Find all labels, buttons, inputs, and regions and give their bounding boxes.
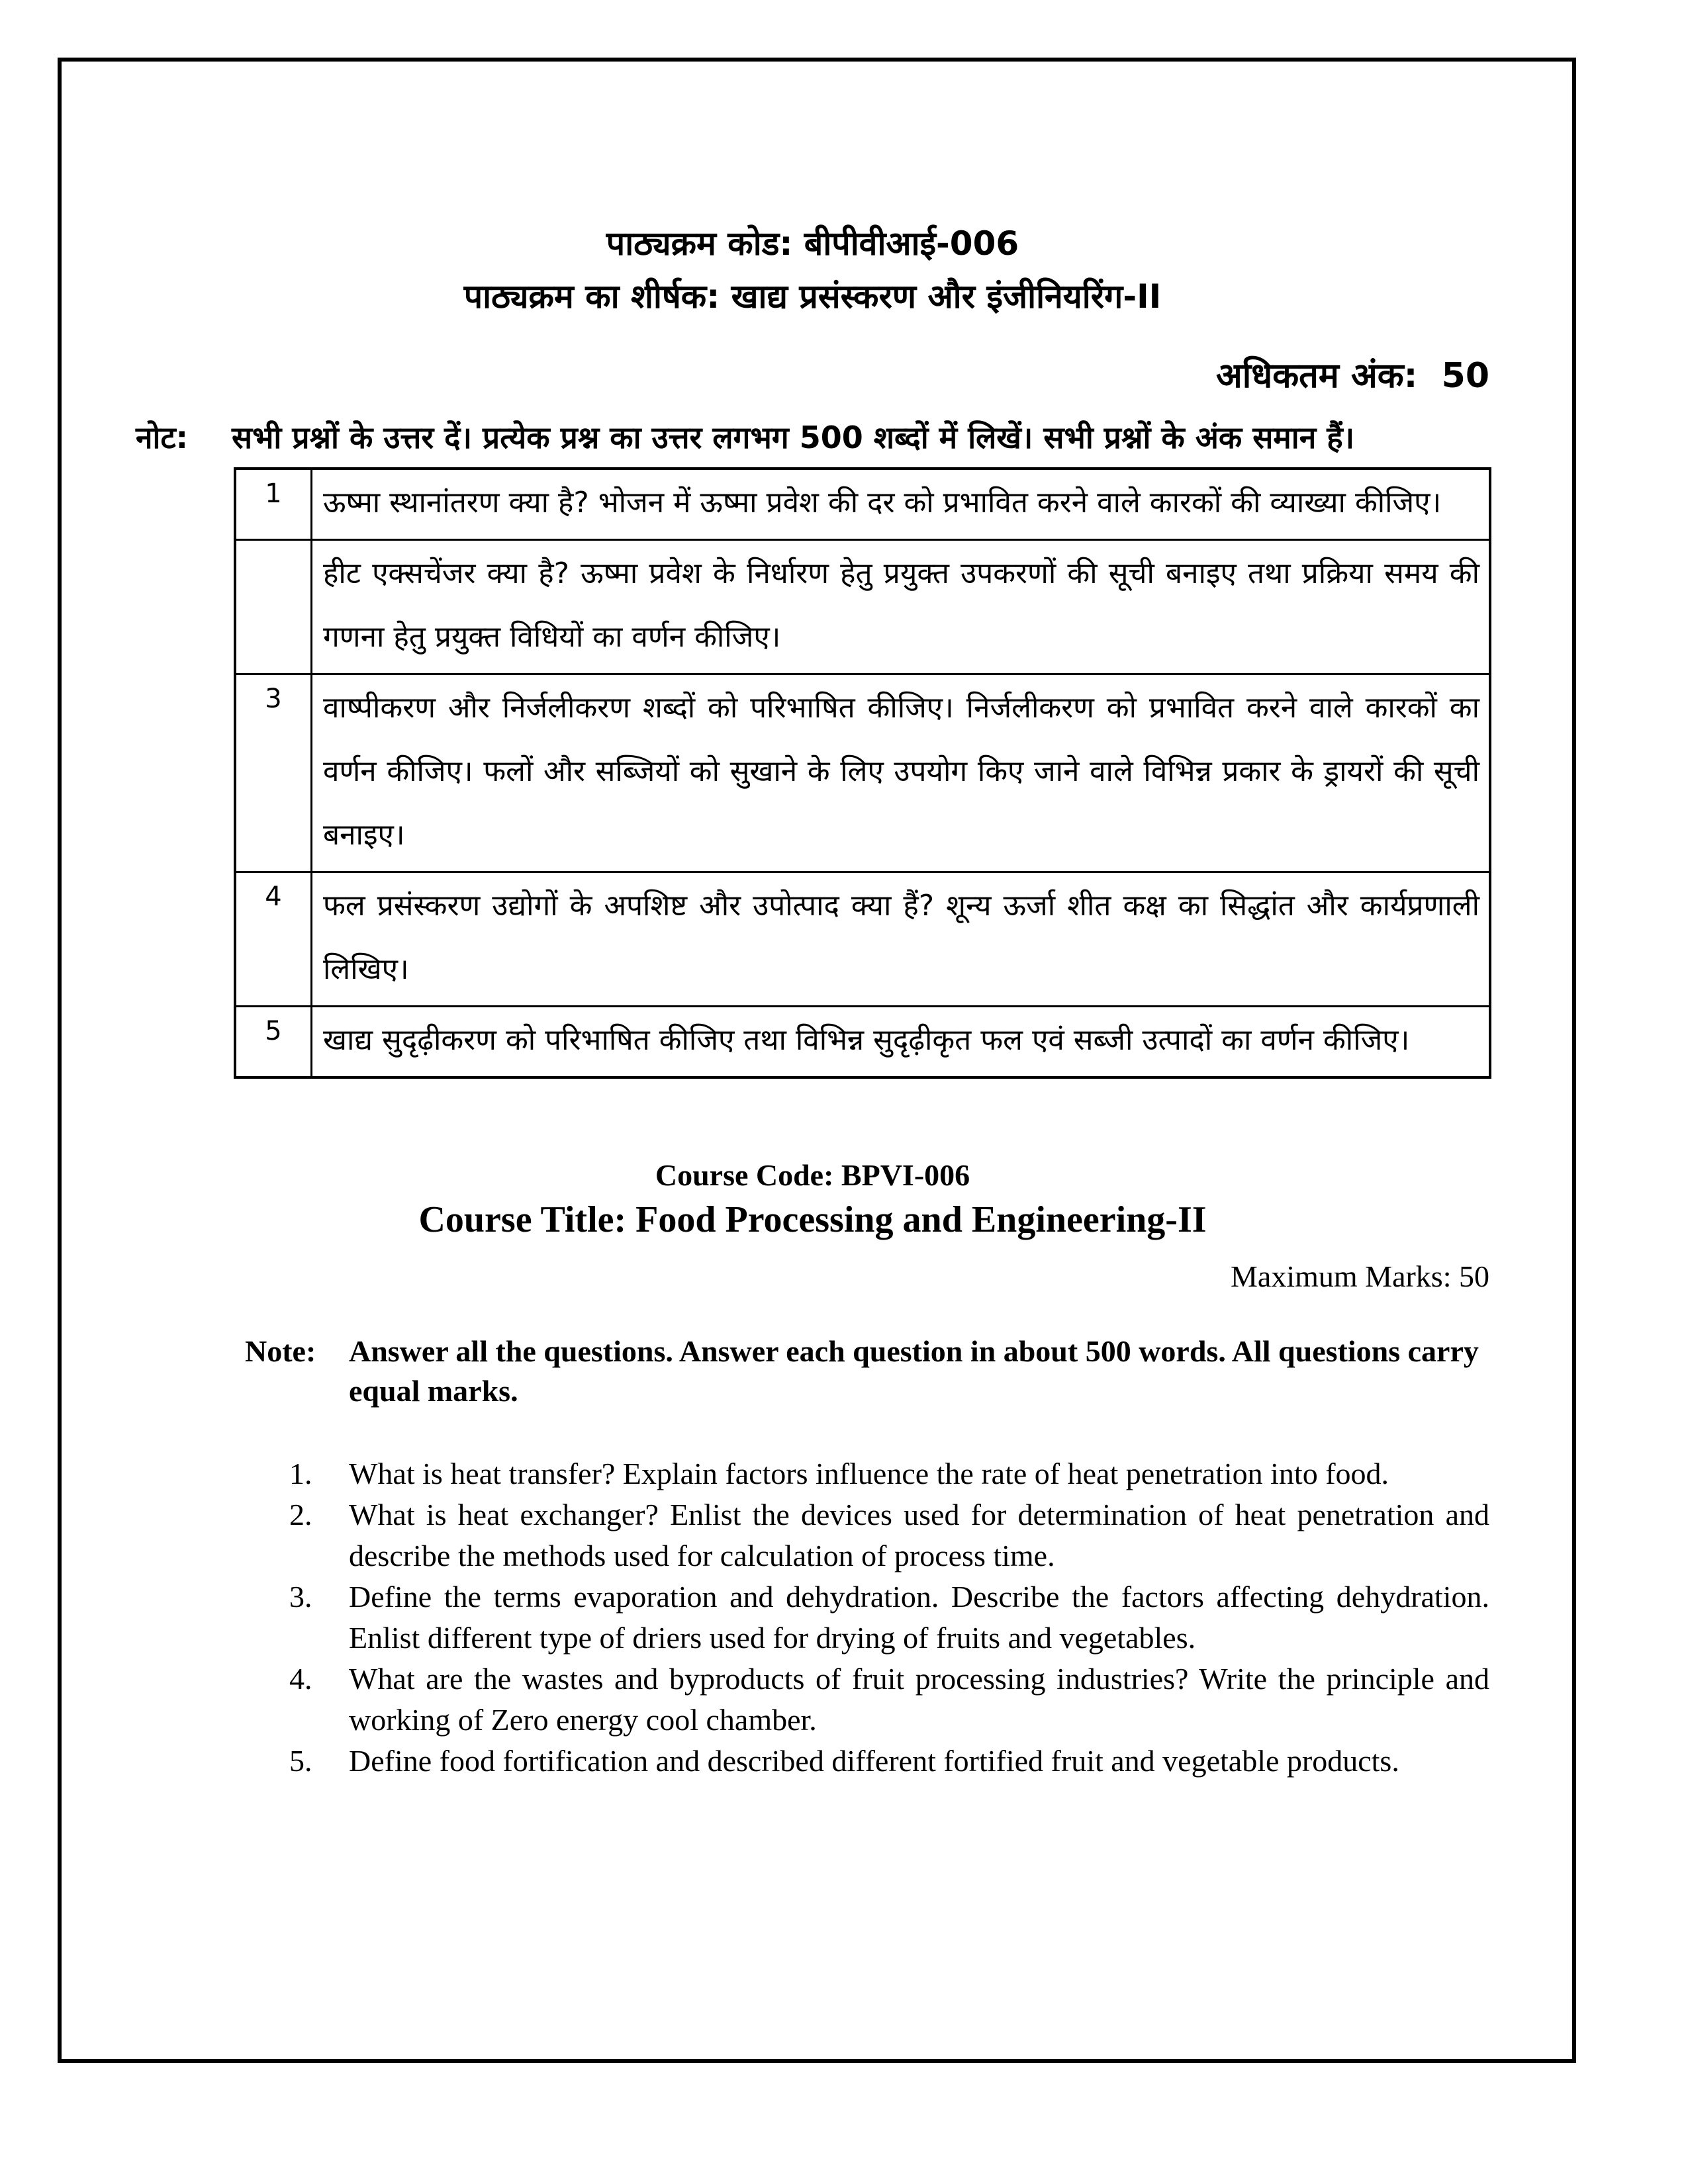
question-number: 3. [289,1580,312,1614]
list-item [289,1494,1489,1576]
hindi-max-marks: अधिकतम अंक: 50 [1216,356,1489,396]
question-number: 4. [289,1662,312,1696]
table-row [235,469,1490,540]
list-item [289,1453,1489,1494]
question-text: हीट एक्सचेंजर क्या है? ऊष्मा प्रवेश के निर्धारण हेतु प्रयुक्त उपकरणों की सूची बनाइए तथा प्रक्रिया समय की गणना हेतु प्रयुक्त विधियों का वर्णन कीजिए। [312,540,1491,674]
question-number: 1. [289,1457,312,1490]
question-text: Define food fortification and described different fortified fruit and vegetable products. [349,1744,1399,1778]
question-number: 5 [235,1007,312,1078]
question-number: 3 [235,674,312,872]
table-row [235,674,1490,872]
question-number: 1 [235,469,312,540]
question-text: What are the wastes and byproducts of fruit processing industries? Write the principle and working of Zero energy cool chamber. [349,1662,1489,1737]
question-text: What is heat exchanger? Enlist the devices used for determination of heat penetration and describe the methods used for calculation of process time. [349,1498,1489,1572]
question-number: 5. [289,1744,312,1778]
question-text: फल प्रसंस्करण उद्योगों के अपशिष्ट और उपोत्पाद क्या हैं? शून्य ऊर्जा शीत कक्ष का सिद्धांत और कार्यप्रणाली लिखिए। [312,872,1491,1007]
table-row [235,540,1490,674]
list-item [289,1659,1489,1741]
hindi-course-code: पाठ्यक्रम कोड: बीपीवीआई-006 [606,224,1019,263]
question-text: What is heat transfer? Explain factors influence the rate of heat penetration into food. [349,1457,1389,1490]
list-item [289,1576,1489,1659]
english-course-title: Course Title: Food Processing and Engineering-II [418,1199,1207,1240]
question-number: 4 [235,872,312,1007]
table-row [235,1007,1490,1078]
hindi-note [136,410,1489,466]
english-note-label: Note: [245,1334,316,1368]
hindi-note-label: नोट: [136,420,189,455]
table-row [235,872,1490,1007]
question-text: वाष्पीकरण और निर्जलीकरण शब्दों को परिभाषित कीजिए। निर्जलीकरण को प्रभावित करने वाले कारकों का वर्णन कीजिए। फलों और सब्जियों को सुखाने के लिए उपयोग किए जाने वाले विभिन्न प्रकार के ड्रायरों की सूची बनाइए। [312,674,1491,872]
question-text: ऊष्मा स्थानांतरण क्या है? भोजन में ऊष्मा प्रवेश की दर को प्रभावित करने वाले कारकों की व्याख्या कीजिए। [312,469,1491,540]
question-text: खाद्य सुदृढ़ीकरण को परिभाषित कीजिए तथा विभिन्न सुदृढ़ीकृत फल एवं सब्जी उत्पादों का वर्णन कीजिए। [312,1007,1491,1078]
hindi-course-title: पाठ्यक्रम का शीर्षक: खाद्य प्रसंस्करण और इंजीनियरिंग-II [463,277,1162,316]
question-number: 2. [289,1498,312,1531]
page-border [58,58,1576,2063]
english-question-list [289,1453,1489,1782]
english-max-marks: Maximum Marks: 50 [1231,1259,1489,1293]
english-course-code: Course Code: BPVI-006 [655,1158,970,1192]
hindi-question-table [234,467,1491,1079]
hindi-note-text: सभी प्रश्नों के उत्तर दें। प्रत्येक प्रश्न का उत्तर लगभग 500 शब्दों में लिखें। सभी प्रश्नों के अंक समान हैं। [232,420,1355,455]
page-content [62,62,1572,2059]
question-text: Define the terms evaporation and dehydration. Describe the factors affecting dehydration. Enlist different type of driers used for drying of fruits and vegetables. [349,1580,1489,1655]
english-note [245,1332,1489,1411]
question-number [235,540,312,674]
list-item [289,1741,1489,1782]
english-note-text: Answer all the questions. Answer each question in about 500 words. All questions carry equal marks. [349,1334,1479,1408]
